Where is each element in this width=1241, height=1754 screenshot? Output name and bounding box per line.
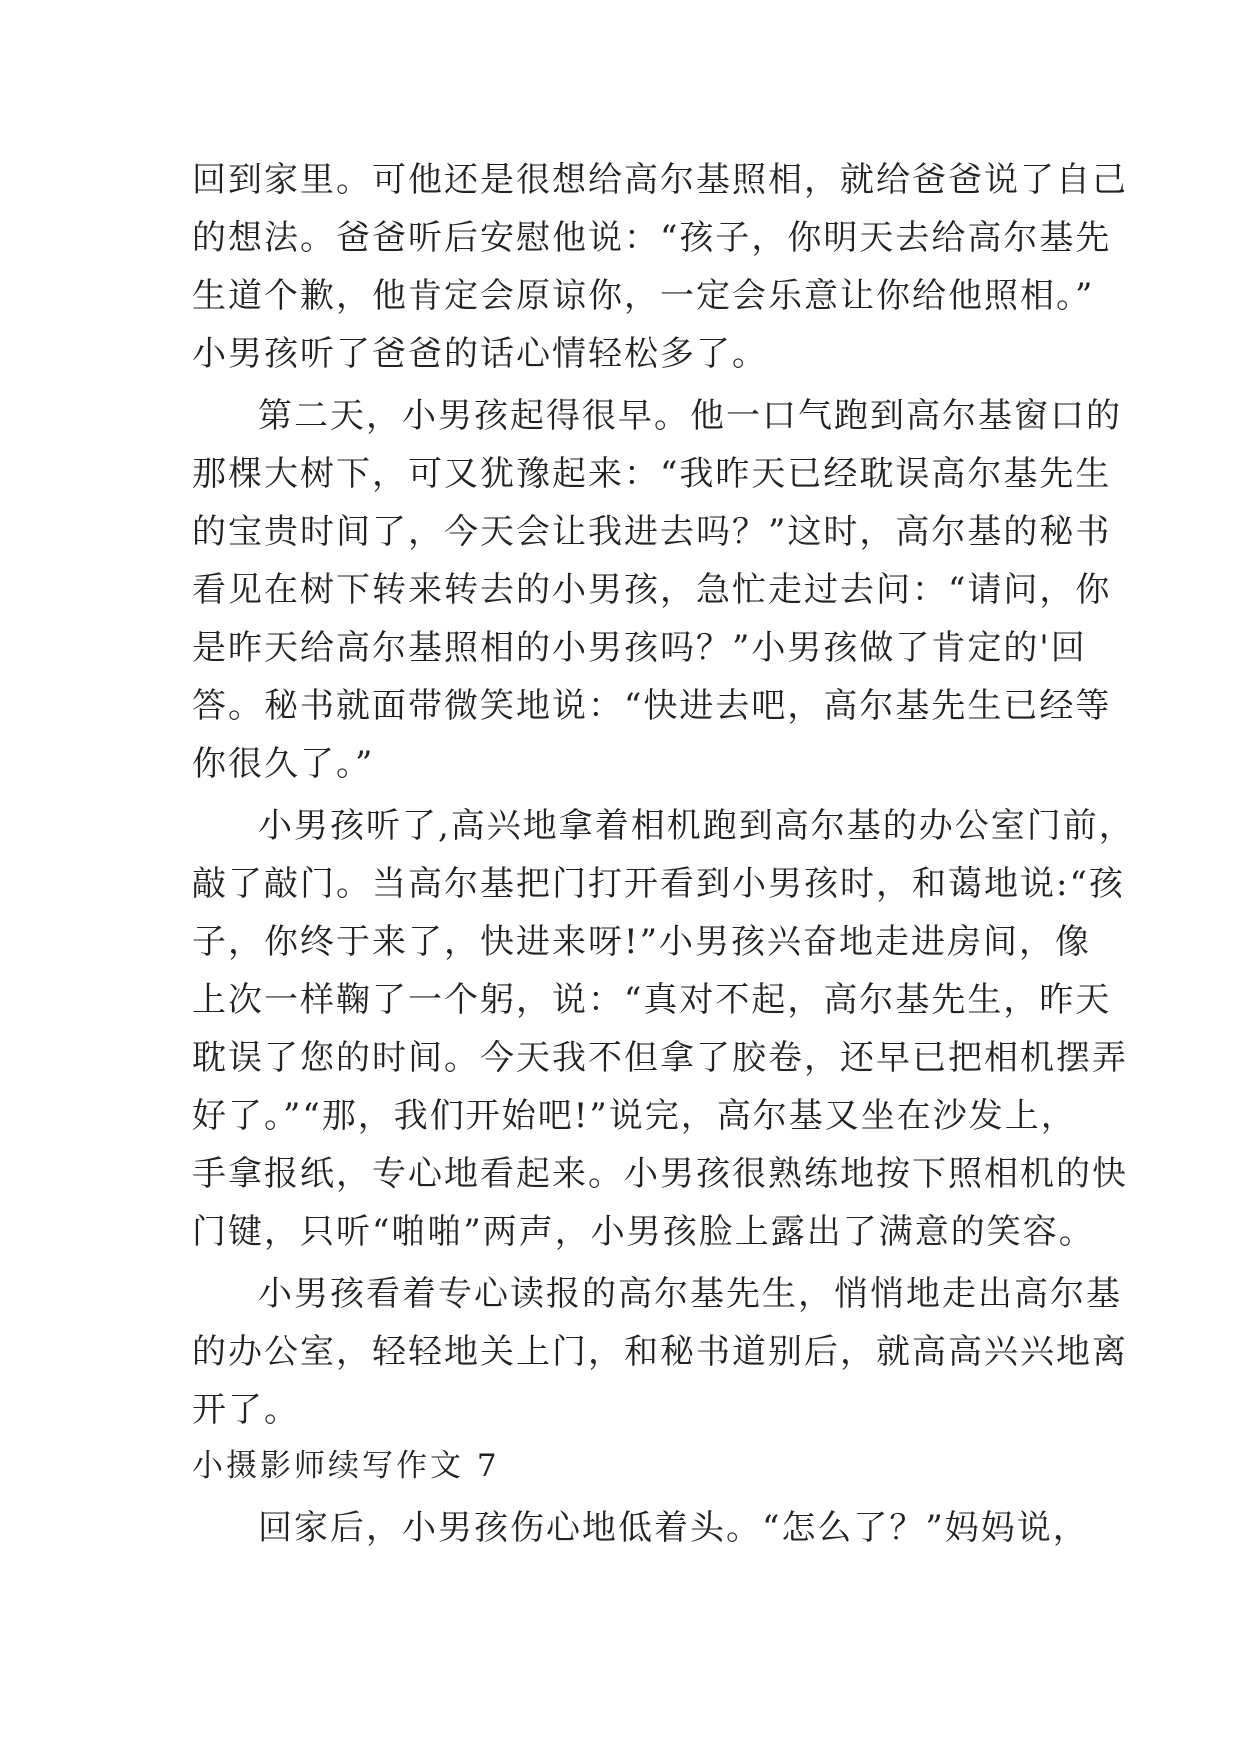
text-line: 生道个歉，他肯定会原谅你，一定会乐意让你给他照相。” xyxy=(192,276,1095,316)
text-line: 好了。”“那，我们开始吧!”说完，高尔基又坐在沙发上， xyxy=(192,1096,1077,1136)
text-line: 看见在树下转来转去的小男孩，急忙走过去问：“请问，你 xyxy=(192,570,1112,610)
text-line: 的想法。爸爸听后安慰他说：“孩子，你明天去给高尔基先 xyxy=(192,218,1112,258)
text-line: 答。秘书就面带微笑地说：“快进去吧，高尔基先生已经等 xyxy=(192,686,1112,726)
paragraph-start-line: 小男孩听了,高兴地拿着相机跑到高尔基的办公室门前， xyxy=(258,806,1135,846)
text-line: 那棵大树下，可又犹豫起来：“我昨天已经耽误高尔基先生 xyxy=(192,454,1112,494)
paragraph-start-line: 回家后，小男孩伤心地低着头。“怎么了？”妈妈说， xyxy=(258,1508,1089,1548)
text-line: 你很久了。” xyxy=(192,744,375,784)
text-line: 是昨天给高尔基照相的小男孩吗？”小男孩做了肯定的'回 xyxy=(192,628,1087,668)
text-line: 回到家里。可他还是很想给高尔基照相，就给爸爸说了自己 xyxy=(192,160,1128,200)
text-line: 开了。 xyxy=(192,1390,300,1430)
text-line: 的办公室，轻轻地关上门，和秘书道别后，就高高兴兴地离 xyxy=(192,1332,1128,1372)
text-line: 的宝贵时间了，今天会让我进去吗？”这时，高尔基的秘书 xyxy=(192,512,1112,552)
paragraph-start-line: 小男孩看着专心读报的高尔基先生，悄悄地走出高尔基 xyxy=(258,1274,1122,1314)
text-line: 门键，只听“啪啪”两声，小男孩脸上露出了满意的笑容。 xyxy=(192,1212,1095,1252)
section-heading: 小摄影师续写作文 7 xyxy=(192,1448,500,1484)
text-line: 敲了敲门。当高尔基把门打开看到小男孩时，和蔼地说:“孩 xyxy=(192,864,1125,904)
text-line: 耽误了您的时间。今天我不但拿了胶卷，还早已把相机摆弄 xyxy=(192,1038,1128,1078)
text-line: 手拿报纸，专心地看起来。小男孩很熟练地按下照相机的快 xyxy=(192,1154,1128,1194)
text-line: 小男孩听了爸爸的话心情轻松多了。 xyxy=(192,334,768,374)
paragraph-start-line: 第二天，小男孩起得很早。他一口气跑到高尔基窗口的 xyxy=(258,396,1122,436)
text-line: 上次一样鞠了一个躬，说：“真对不起，高尔基先生，昨天 xyxy=(192,980,1112,1020)
text-line: 子，你终于来了，快进来呀!”小男孩兴奋地走进房间，像 xyxy=(192,922,1092,962)
